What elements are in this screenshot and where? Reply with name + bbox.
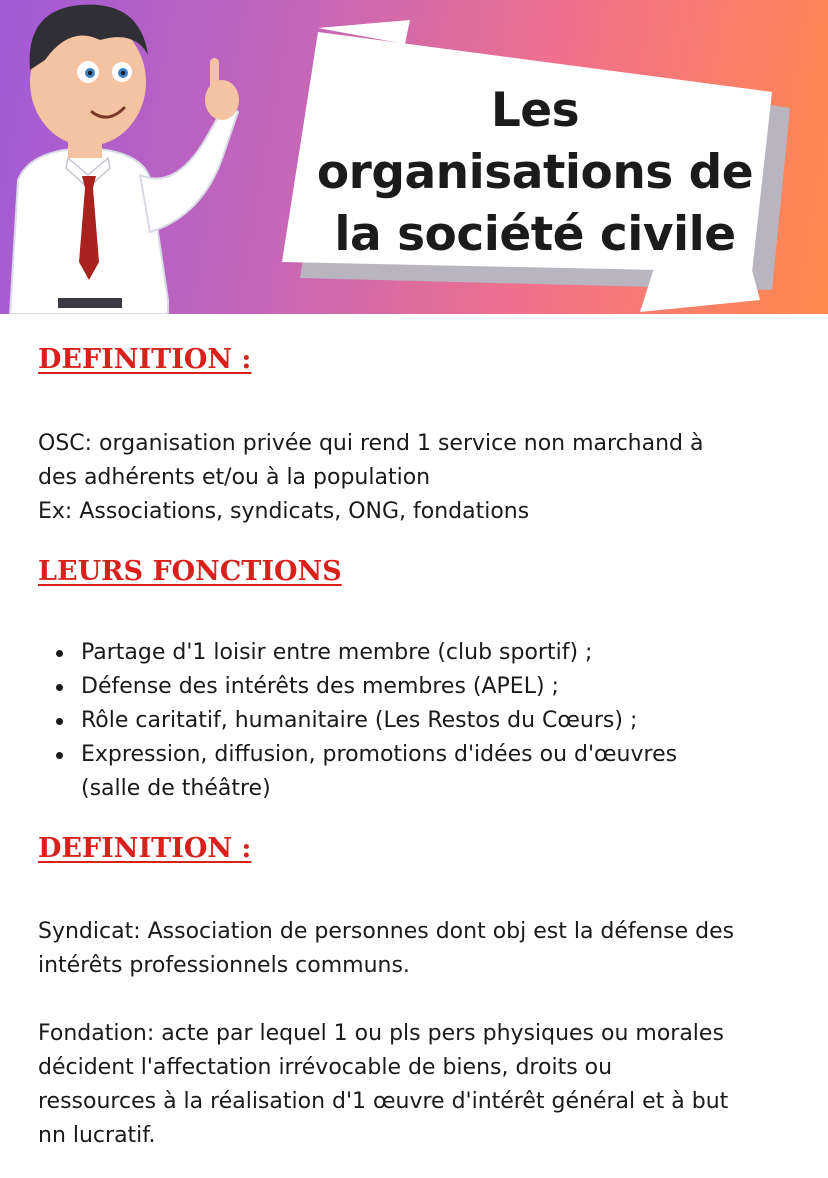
fondation-definition-line: Fondation: acte par lequel 1 ou pls pers physiques ou morales [38, 1021, 724, 1046]
banner-title-line: Les [490, 83, 580, 138]
fondation-definition-line: décident l'affectation irrévocable de biens, droits ou [38, 1055, 613, 1080]
bullet-icon [56, 650, 63, 657]
osc-definition-line: OSC: organisation privée qui rend 1 service non marchand à [38, 431, 704, 456]
section-heading-definition-2: DEFINITION : [38, 833, 252, 864]
osc-definition-line: des adhérents et/ou à la population [38, 465, 431, 490]
document-body [38, 340, 808, 1153]
fonctions-list [38, 636, 808, 806]
list-item: Rôle caritatif, humanitaire (Les Restos du Cœurs) ; [38, 704, 808, 738]
card-flap-bottom [640, 265, 760, 312]
fondation-definition-line: ressources à la réalisation d'1 œuvre d'intérêt général et à but [38, 1089, 729, 1114]
section-heading-definition: DEFINITION : [38, 344, 252, 375]
bullet-icon [56, 718, 63, 725]
cartoon-man-icon [10, 5, 239, 314]
list-item: Partage d'1 loisir entre membre (club sportif) ; [38, 636, 808, 670]
bullet-icon [56, 684, 63, 691]
header-banner [0, 0, 828, 314]
syndicat-definition-line: intérêts professionnels communs. [38, 953, 410, 978]
list-item-continuation: (salle de théâtre) [81, 776, 271, 801]
banner-title-line: la société civile [334, 207, 736, 262]
list-item: Défense des intérêts des membres (APEL) ; [38, 670, 808, 704]
syndicat-definition-line: Syndicat: Association de personnes dont obj est la défense des [38, 919, 735, 944]
section-heading-fonctions: LEURS FONCTIONS [38, 556, 342, 587]
osc-examples-line: Ex: Associations, syndicats, ONG, fondations [38, 499, 530, 524]
banner-title [300, 80, 770, 266]
fondation-definition-line: nn lucratif. [38, 1123, 156, 1148]
bullet-icon [56, 752, 63, 759]
list-item: Expression, diffusion, promotions d'idées ou d'œuvres [38, 738, 808, 772]
banner-title-line: organisations de [316, 145, 754, 200]
